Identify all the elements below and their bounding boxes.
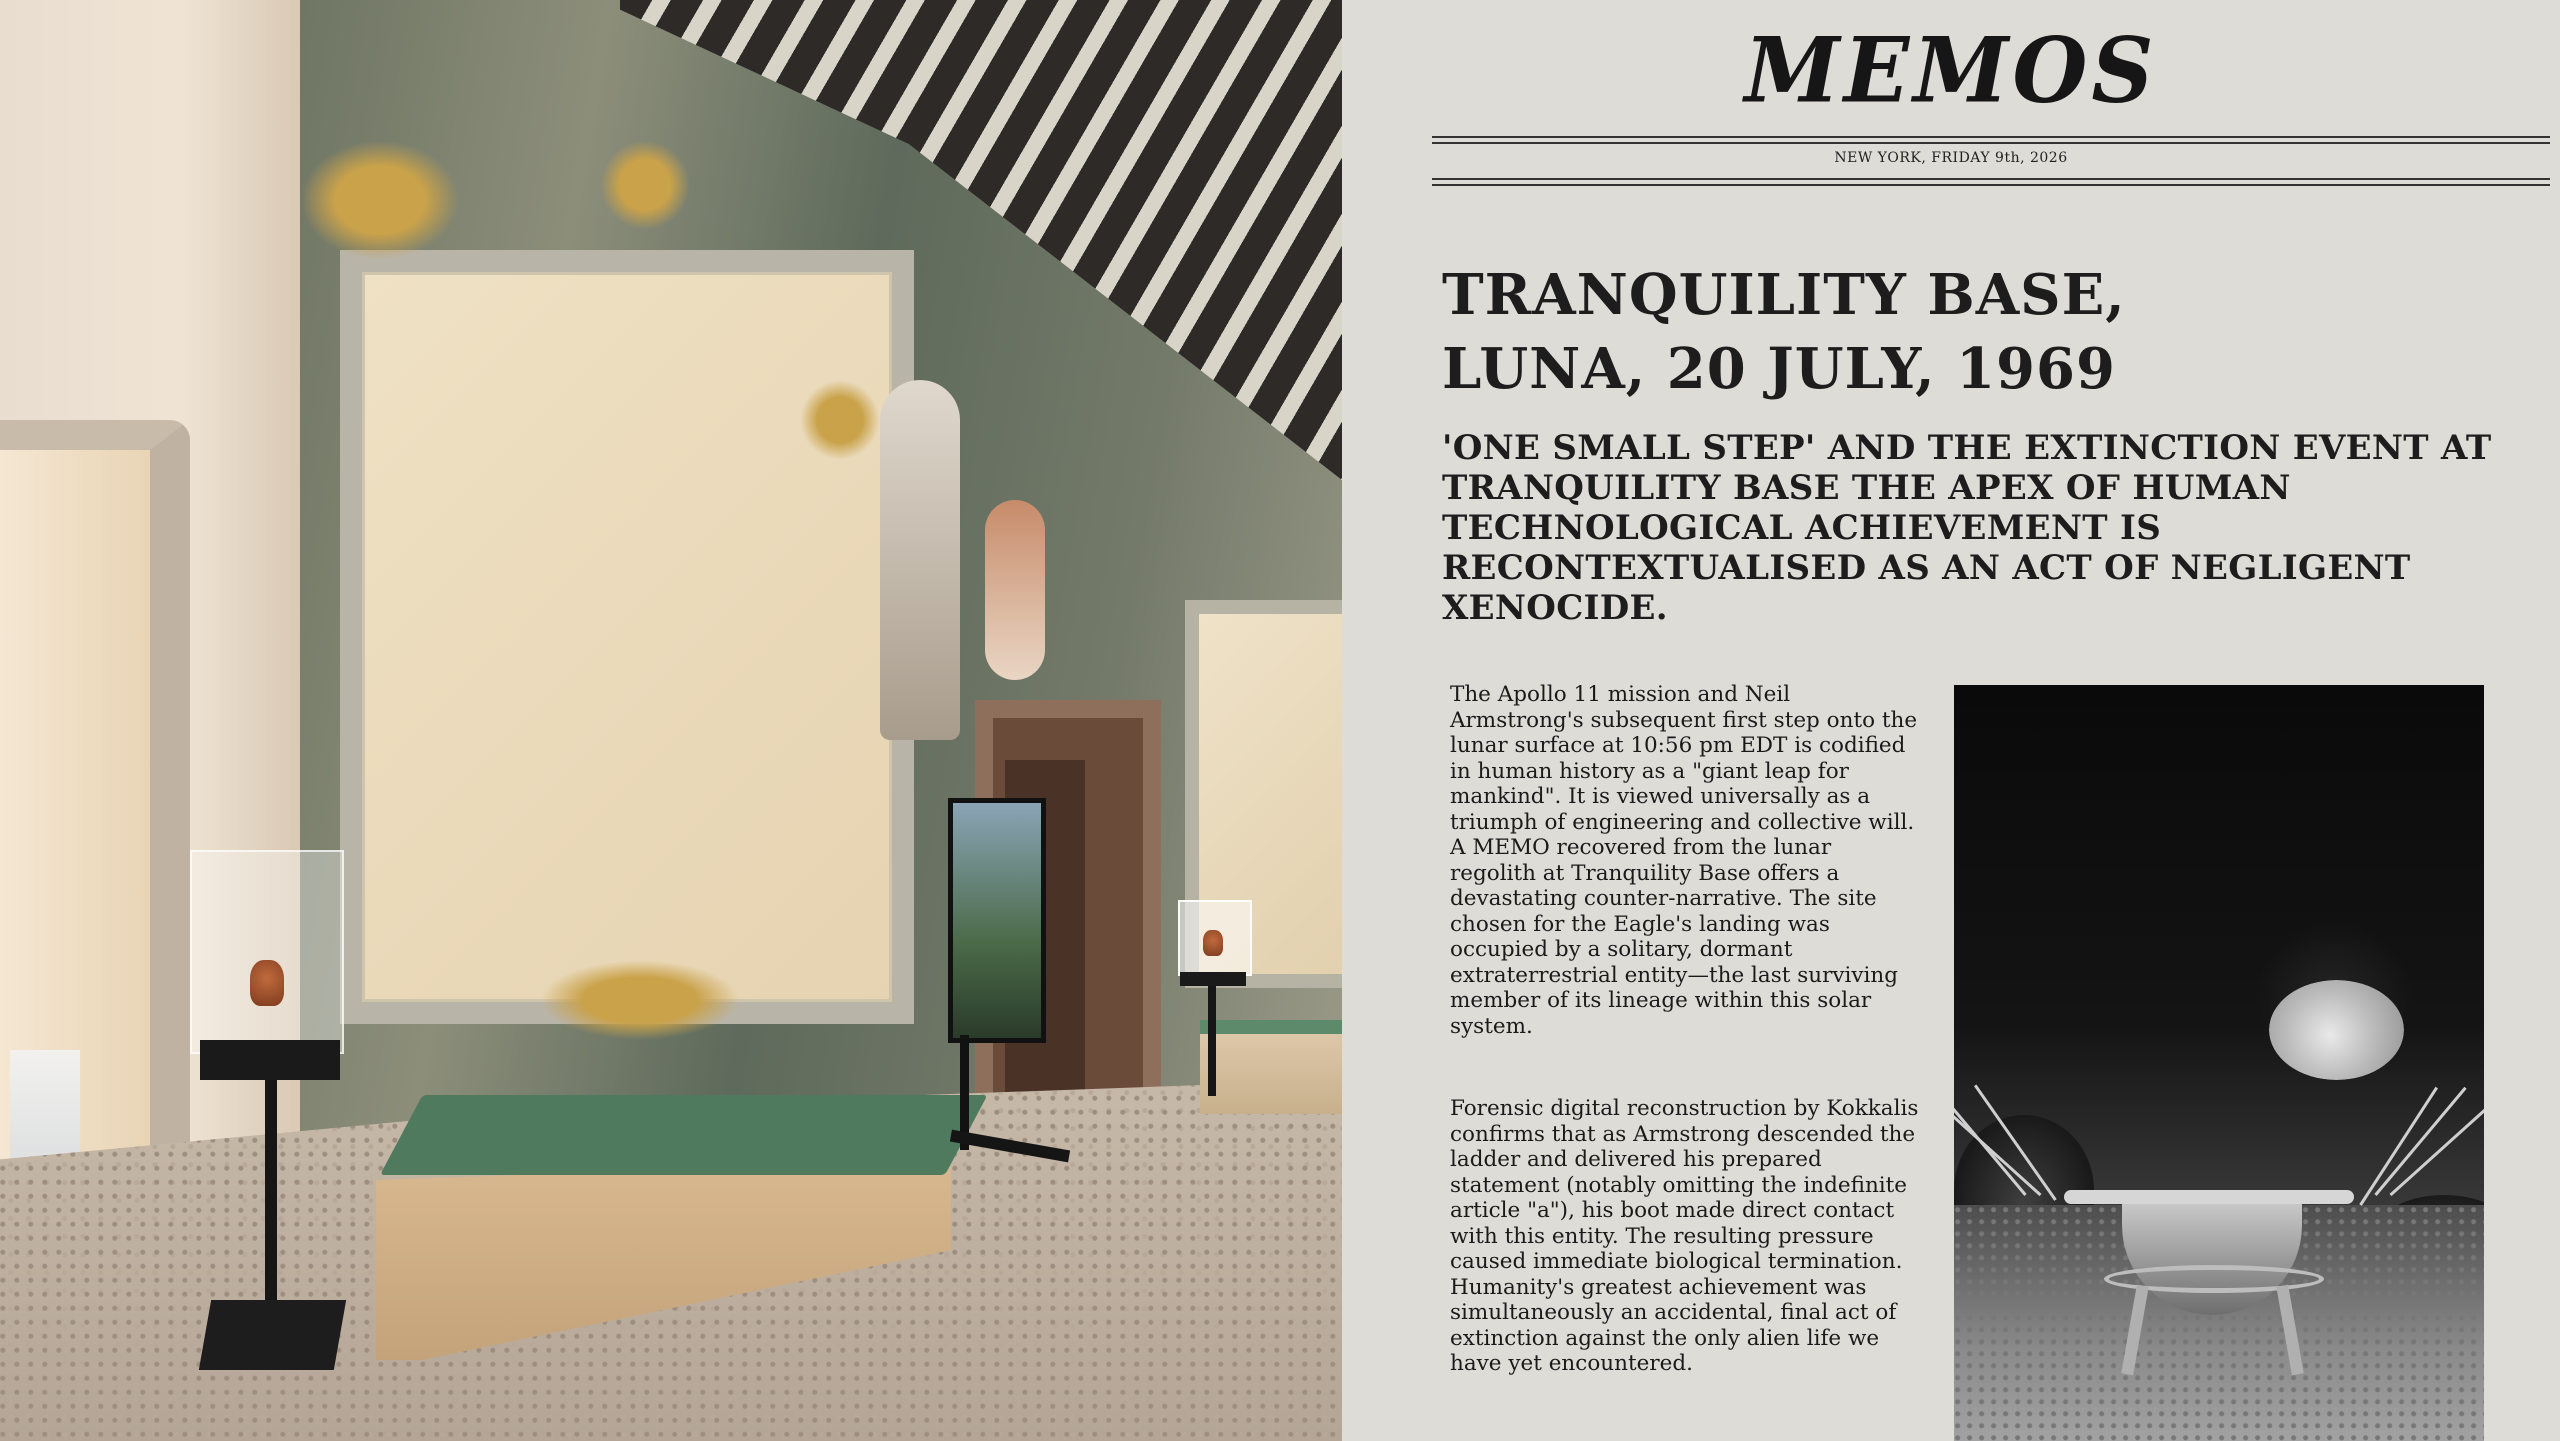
article-paragraph-1: The Apollo 11 mission and Neil Armstrong's subsequent first step onto the lunar surface at 10:56 pm EDT is codified in human history as a "giant leap for mankind". It is viewed universally as a triumph of engineering and collective will. A MEMO recovered from the lunar regolith at Tranquility Base offers a devastating counter-narrative. The site chosen for the Eagle's landing was occupied by a solitary, dormant extraterrestrial entity—the last surviving member of its lineage within this solar system. (1450, 682, 1918, 1039)
headline (1442, 258, 2522, 406)
plinth-pole-far (1208, 986, 1216, 1096)
gilded-ornament (800, 380, 880, 460)
masthead-title: MEMOS (1744, 17, 2158, 124)
newspaper-page (1342, 0, 2560, 1441)
censer-rim (2064, 1190, 2354, 1204)
plinth-foot (199, 1300, 346, 1370)
subheadline: 'ONE SMALL STEP' AND THE EXTINCTION EVENT AT TRANQUILITY BASE THE APEX OF HUMAN TECHNOLOGICAL ACHIEVEMENT IS RECONTEXTUALISED AS AN ACT OF NEGLIGENT XENOCIDE. (1442, 428, 2492, 628)
headline-line-1: TRANQUILITY BASE, (1442, 262, 2126, 328)
far-bench (1200, 1020, 1342, 1114)
display-plinth (200, 1040, 340, 1080)
earth-image (2269, 980, 2404, 1080)
article-photograph (1954, 685, 2484, 1441)
artifact-object (250, 960, 284, 1006)
gilded-ornament (600, 140, 690, 230)
fresco-statue (880, 380, 960, 740)
dateline-rule (1432, 178, 2550, 180)
video-screen (948, 798, 1046, 1043)
dateline: NEW YORK, FRIDAY 9th, 2026 (1834, 150, 2068, 166)
incense-stick (2374, 1087, 2466, 1196)
masthead-rule (1432, 136, 2550, 138)
masthead-rule (1432, 142, 2550, 144)
wall-panel (340, 250, 914, 1024)
dateline-rule (1432, 184, 2550, 186)
article-paragraph-2: Forensic digital reconstruction by Kokkalis confirms that as Armstrong descended the ladder and delivered his prepared statement (notably omitting the indefinite article "a"), his boot made direct contact with this entity. The resulting pressure caused immediate biological termination. Humanity's greatest achievement was simultaneously an accidental, final act of extinction against the only alien life we have yet encountered. (1450, 1096, 1919, 1376)
headline-line-2: LUNA, 20 JULY, 1969 (1442, 336, 2116, 402)
display-plinth-far (1180, 972, 1246, 986)
artifact-object (1203, 930, 1223, 956)
gilded-ornament (540, 960, 740, 1040)
plinth-pole (265, 1080, 277, 1310)
fresco-figure (985, 500, 1045, 680)
incense-stick (2389, 1100, 2484, 1196)
gilded-ornament (300, 140, 460, 260)
display-vitrine (190, 850, 344, 1054)
bench-cushion (380, 1095, 988, 1175)
